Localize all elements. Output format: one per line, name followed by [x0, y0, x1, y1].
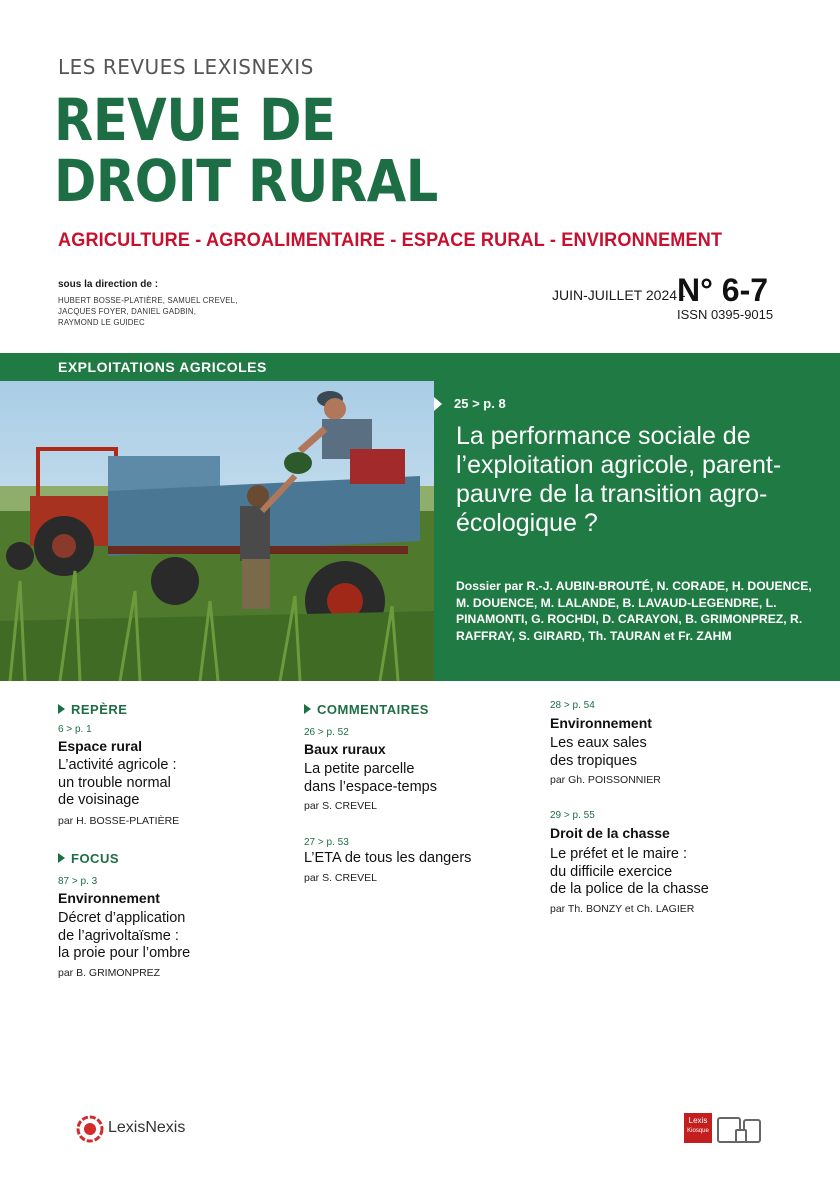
item-title-line: L’activité agricole :	[58, 757, 177, 773]
item-author: par Th. BONZY et Ch. LAGIER	[550, 903, 695, 915]
feature-title[interactable]: La performance sociale de l’exploitation agricole, parent-pauvre de la transition agro-écologique ?	[456, 422, 782, 537]
journal-subtitle: AGRICULTURE - AGROALIMENTAIRE - ESPACE RURAL - ENVIRONNEMENT	[58, 230, 723, 251]
item-title-line: du difficile exercice	[550, 863, 673, 880]
item-rubric: Environnement	[550, 715, 652, 731]
issn: ISSN 0395-9015	[677, 307, 774, 322]
section-head-label: REPÈRE	[71, 702, 128, 717]
triangle-icon	[58, 853, 65, 863]
section-head-label: COMMENTAIRES	[317, 702, 429, 717]
item-author: par S. CREVEL	[304, 872, 377, 884]
section-head-commentaires	[304, 702, 429, 717]
item-title[interactable]	[304, 761, 437, 796]
editors-line: JACQUES FOYER, DANIEL GADBIN,	[58, 307, 197, 316]
item-author: par B. GRIMONPREZ	[58, 967, 161, 979]
triangle-icon	[304, 704, 311, 714]
editors-line: RAYMOND LE GUIDEC	[58, 318, 145, 327]
item-author: par H. BOSSE-PLATIÈRE	[58, 815, 180, 827]
item-ref: 6 > p. 1	[58, 724, 92, 735]
item-title-line: des tropiques	[550, 752, 638, 769]
item-title-line: La petite parcelle	[304, 761, 415, 777]
item-rubric: Environnement	[58, 890, 160, 906]
kiosque-line: Lexis	[688, 1116, 708, 1125]
item-title[interactable]	[58, 757, 176, 810]
issue-number: N° 6-7	[677, 272, 769, 308]
devices-icon	[716, 1116, 764, 1144]
item-title-line: la proie pour l’ombre	[58, 945, 191, 961]
lexis-kiosque-badge[interactable]	[684, 1113, 712, 1143]
triangle-icon	[58, 704, 65, 714]
item-ref: 87 > p. 3	[58, 876, 98, 887]
section-head-repere	[58, 702, 127, 717]
section-tag	[0, 353, 434, 381]
section-head-focus	[58, 851, 119, 866]
item-title[interactable]	[550, 735, 647, 770]
item-title-line: un trouble normal	[58, 774, 171, 791]
feature-ref: 25 > p. 8	[454, 396, 506, 411]
item-title-line: dans l’espace-temps	[304, 778, 437, 795]
item-rubric: Espace rural	[58, 738, 143, 754]
item-ref: 27 > p. 53	[304, 837, 349, 848]
item-title-line: Les eaux sales	[550, 735, 647, 751]
feature-authors: Dossier par R.-J. AUBIN-BROUTÉ, N. CORADE, H. DOUENCE, M. DOUENCE, M. LALANDE, B. LAVAUD-LEGENDRE, L. PINAMONTI, G. ROCHDI, D. CARAYON, B. GRIMONPREZ, R. RAFFRAY, S. GIRARD, Th. TAURAN et Fr. ZAHM	[456, 579, 812, 643]
item-author: par Gh. POISSONNIER	[550, 774, 661, 786]
lexisnexis-logo-icon	[76, 1115, 104, 1143]
item-ref: 29 > p. 55	[550, 810, 595, 821]
item-title-line: Le préfet et le maire :	[550, 846, 688, 862]
item-title-line: de voisinage	[58, 792, 140, 808]
item-rubric: Baux ruraux	[304, 741, 386, 757]
item-ref: 26 > p. 52	[304, 727, 349, 738]
series-name: LES REVUES LEXISNEXIS	[58, 55, 314, 79]
direction-label: sous la direction de :	[58, 279, 159, 290]
kiosque-line: Kiosque	[687, 1128, 709, 1134]
lexisnexis-logo-text: LexisNexis	[108, 1119, 186, 1136]
journal-title-line-1: REVUE DE	[54, 86, 336, 154]
issue-date: JUIN-JUILLET 2024 -	[552, 287, 686, 303]
item-ref: 28 > p. 54	[550, 700, 595, 711]
item-author: par S. CREVEL	[304, 800, 377, 812]
item-title-line: de la police de la chasse	[550, 881, 709, 897]
item-title-line: Décret d’application	[58, 910, 186, 926]
item-title[interactable]	[550, 846, 709, 899]
editors-line: HUBERT BOSSE-PLATIÈRE, SAMUEL CREVEL,	[58, 296, 238, 305]
section-tag-label: EXPLOITATIONS AGRICOLES	[58, 359, 267, 375]
cover-photo	[0, 381, 434, 681]
feature-pointer	[434, 397, 442, 411]
item-title-line: L’ETA de tous les dangers	[304, 850, 472, 866]
item-title[interactable]	[304, 850, 471, 868]
section-head-label: FOCUS	[71, 851, 119, 866]
journal-title-line-2: DROIT RURAL	[54, 147, 438, 215]
editors-list	[58, 295, 238, 328]
item-title-line: de l’agrivoltaïsme :	[58, 927, 179, 944]
item-title[interactable]	[58, 910, 190, 963]
item-rubric: Droit de la chasse	[550, 825, 670, 841]
